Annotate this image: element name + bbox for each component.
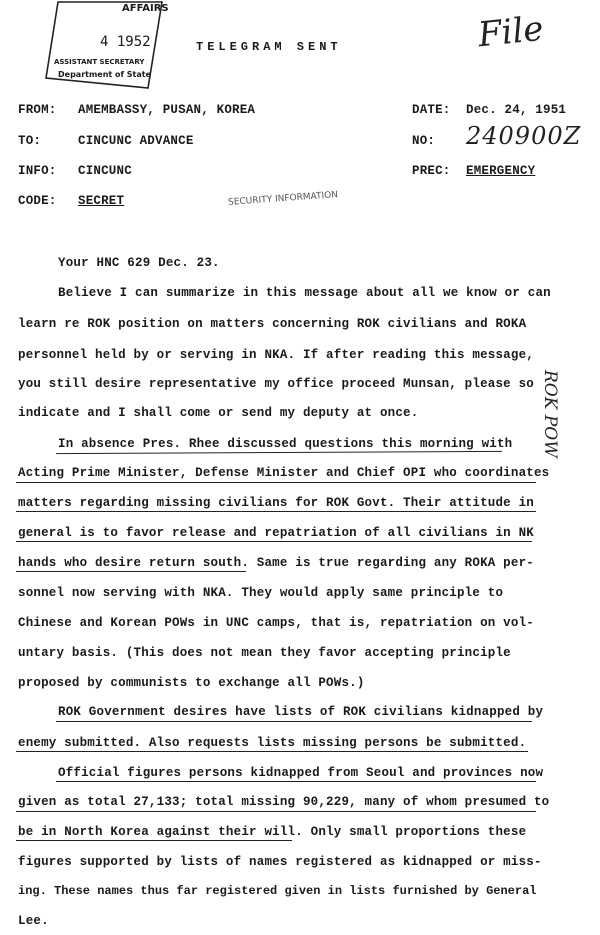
header-no-value: 240900Z: [466, 122, 582, 150]
header-prec-label: PREC:: [412, 164, 451, 178]
header-from-value: AMEMBASSY, PUSAN, KOREA: [78, 103, 256, 117]
underline: [16, 482, 536, 483]
header-info-value: CINCUNC: [78, 164, 132, 178]
body-line: Believe I can summarize in this message about all we know or can: [58, 286, 551, 300]
underline: [16, 571, 246, 572]
header-date-label: DATE:: [412, 103, 451, 117]
header-to-label: TO:: [18, 134, 42, 148]
underline: [16, 840, 292, 841]
underline: [56, 781, 536, 782]
stamp-line-2: 4 1952: [100, 34, 151, 50]
body-line: proposed by communists to exchange all POWs.): [18, 676, 365, 690]
underline: [16, 751, 528, 752]
underline: [56, 721, 532, 722]
body-line: enemy submitted. Also requests lists missing persons be submitted.: [18, 736, 527, 750]
margin-note: ROK POW: [540, 370, 560, 458]
body-line: indicate and I shall come or send my deputy at once.: [18, 406, 419, 420]
body-line: given as total 27,133; total missing 90,229, many of whom presumed to: [18, 795, 550, 809]
body-line: ROK Government desires have lists of ROK civilians kidnapped by: [58, 705, 544, 719]
body-line: figures supported by lists of names registered as kidnapped or miss-: [18, 855, 542, 869]
header-info-label: INFO:: [18, 164, 57, 178]
body-line: sonnel now serving with NKA. They would apply same principle to: [18, 586, 504, 600]
body-line: learn re ROK position on matters concerning ROK civilians and ROKA: [18, 317, 527, 331]
body-line: general is to favor release and repatriation of all civilians in NK: [18, 526, 534, 540]
body-line: be in North Korea against their will. Only small proportions these: [18, 825, 527, 839]
header-prec-value: EMERGENCY: [466, 164, 536, 178]
header-date-value: Dec. 24, 1951: [466, 103, 567, 117]
stamp-line-4: Department of State: [58, 70, 152, 79]
header-from-label: FROM:: [18, 103, 57, 117]
body-line: you still desire representative my office proceed Munsan, please so: [18, 377, 534, 391]
document-title: TELEGRAM SENT: [196, 40, 342, 54]
body-line: Your HNC 629 Dec. 23.: [58, 256, 220, 270]
underline: [16, 811, 536, 812]
body-line: Official figures persons kidnapped from Seoul and provinces now: [58, 766, 544, 780]
body-line: untary basis. (This does not mean they favor accepting principle: [18, 646, 511, 660]
underline: [16, 541, 532, 542]
body-line: In absence Pres. Rhee discussed questions this morning with: [58, 437, 513, 451]
header-to-value: CINCUNC ADVANCE: [78, 134, 194, 148]
body-line: hands who desire return south. Same is true regarding any ROKA per-: [18, 556, 534, 570]
header-no-label: NO:: [412, 134, 436, 148]
body-line: Lee.: [18, 914, 49, 928]
header-code-value: SECRET: [78, 194, 125, 208]
header-code-label: CODE:: [18, 194, 57, 208]
body-line: Chinese and Korean POWs in UNC camps, that is, repatriation on vol-: [18, 616, 534, 630]
stamp-line-3: ASSISTANT SECRETARY: [54, 58, 145, 66]
underline: [16, 511, 536, 512]
body-line: ing. These names thus far registered given in lists furnished by General: [18, 884, 537, 898]
security-stamp: SECURITY INFORMATION: [227, 190, 339, 208]
body-line: Acting Prime Minister, Defense Minister and Chief OPI who coordinates: [18, 466, 550, 480]
body-line: matters regarding missing civilians for ROK Govt. Their attitude in: [18, 496, 534, 510]
stamp-line-1: AFFAIRS: [122, 3, 169, 14]
body-line: personnel held by or serving in NKA. If after reading this message,: [18, 348, 534, 362]
file-note: File: [476, 8, 546, 56]
